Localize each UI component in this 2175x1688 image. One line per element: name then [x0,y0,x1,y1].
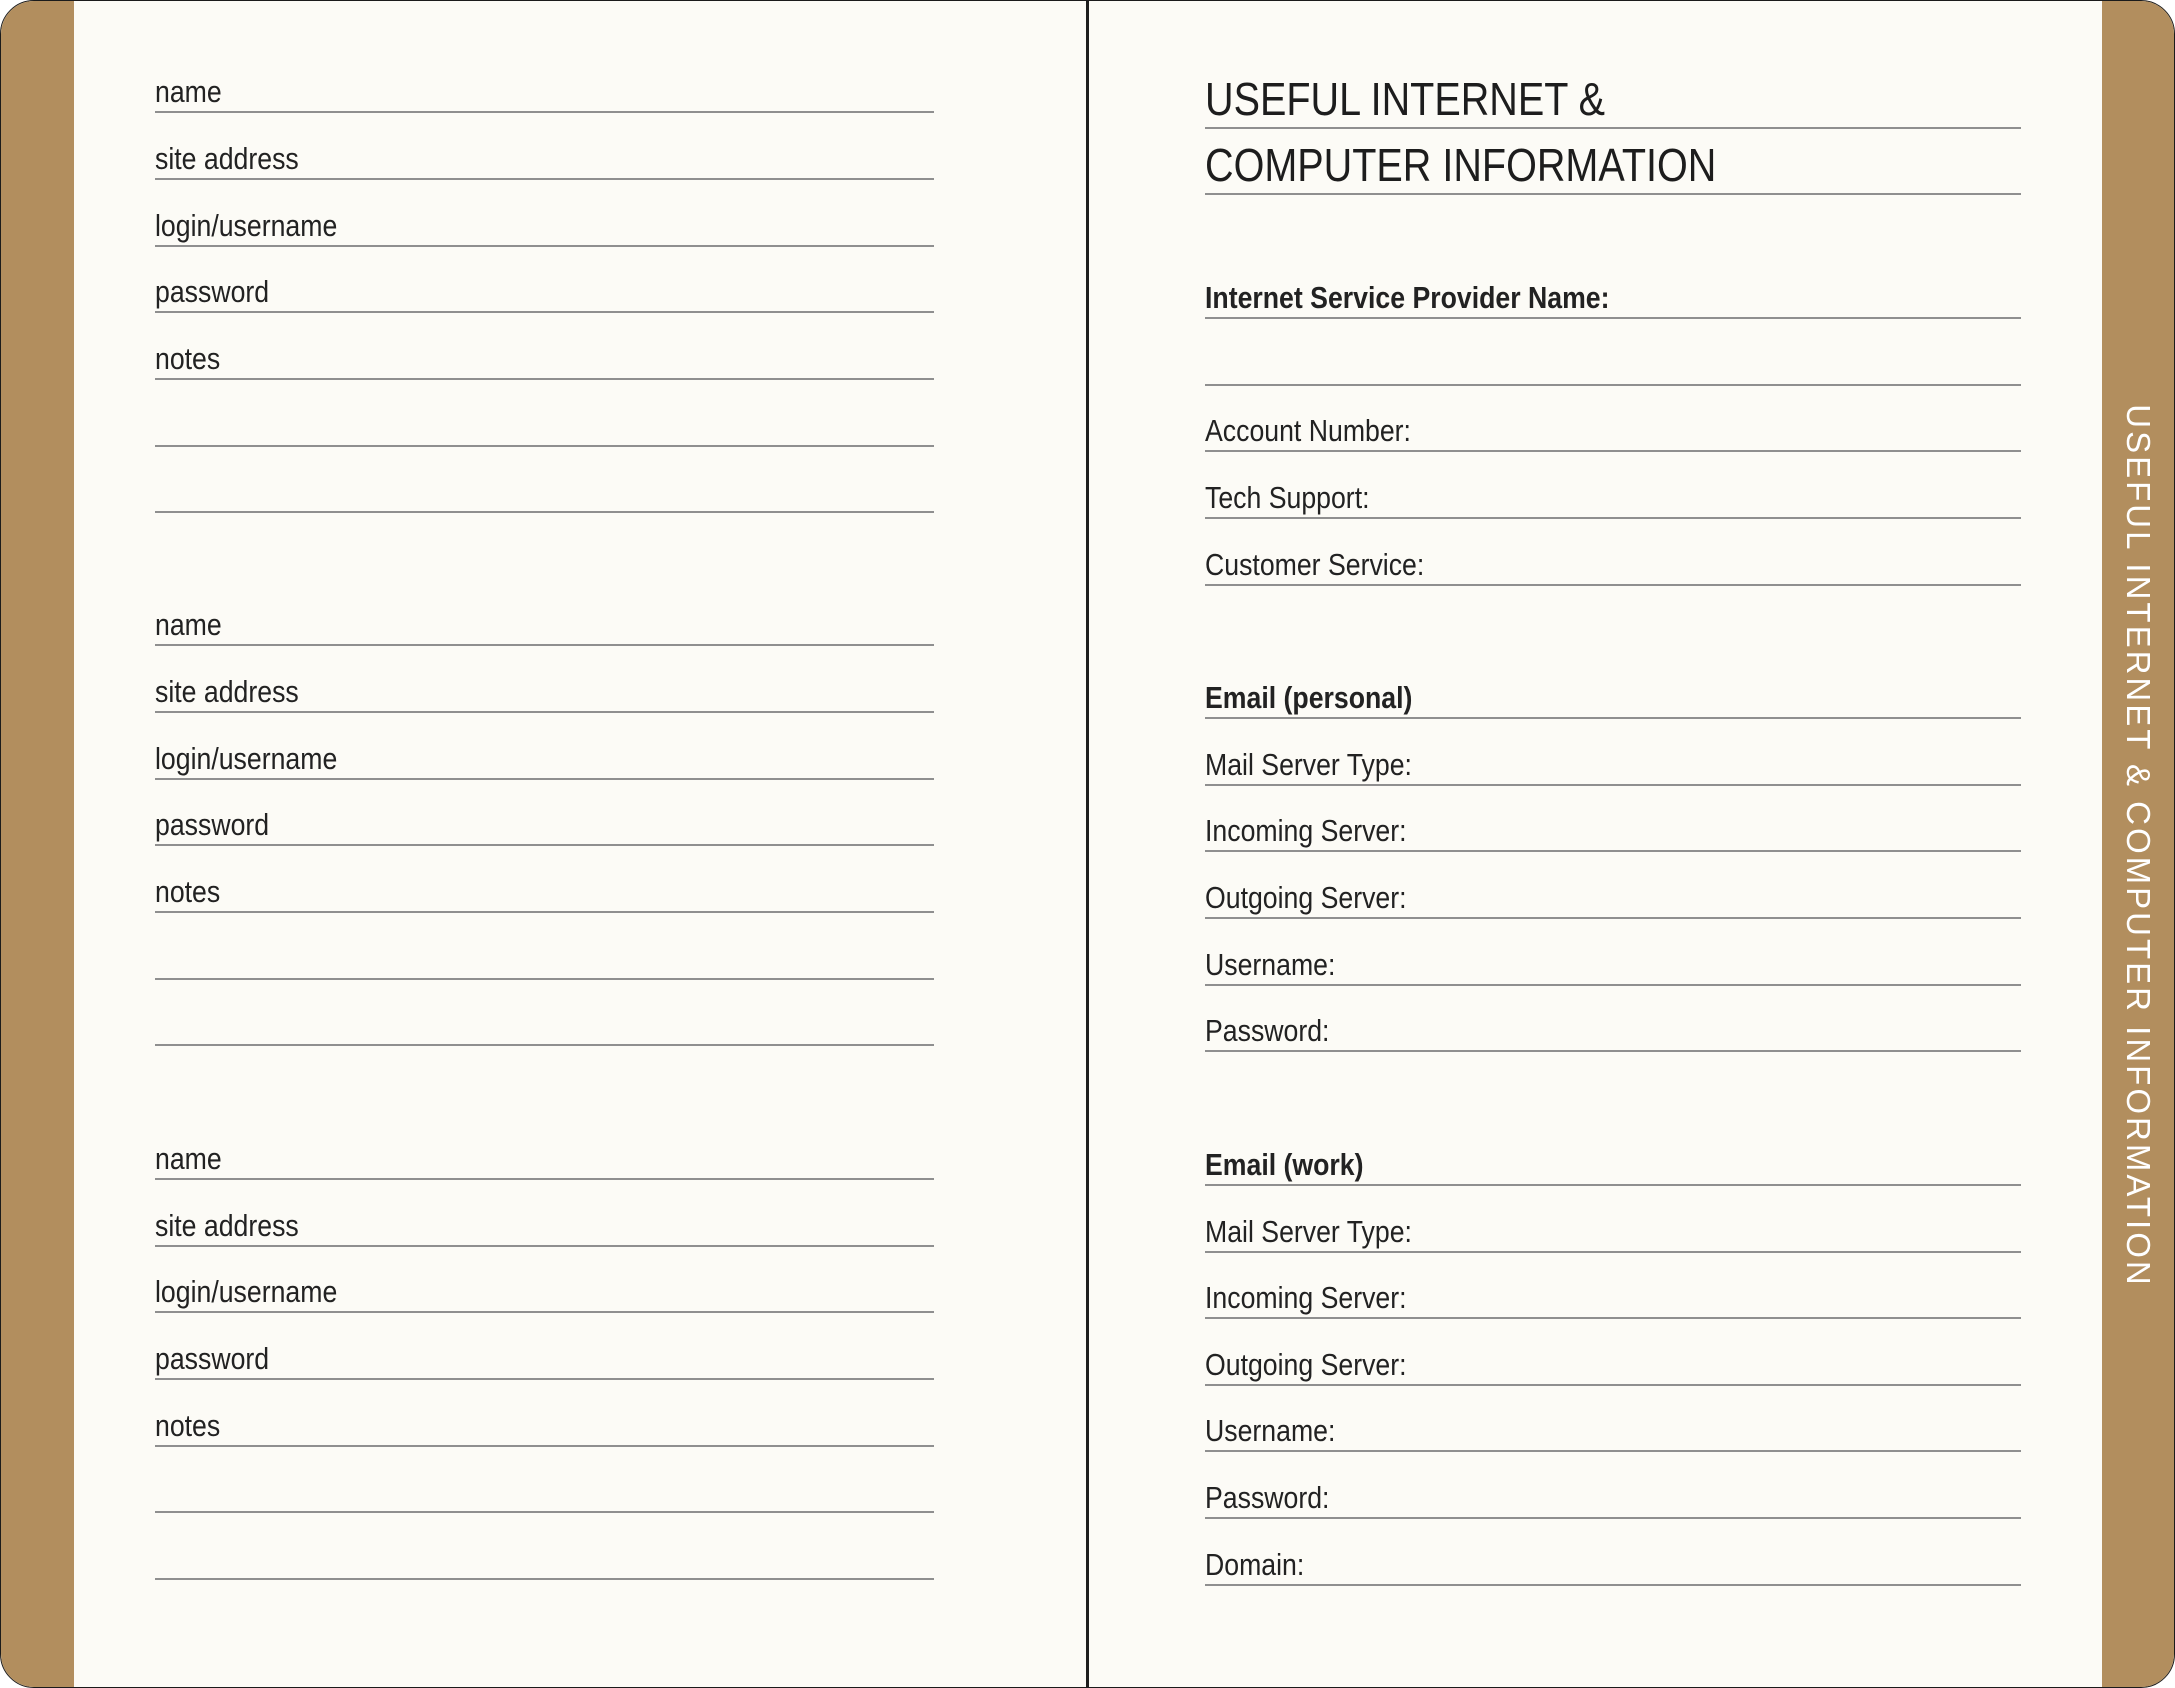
login-field[interactable] [155,1273,934,1313]
site-address-field[interactable] [155,673,934,713]
personal-incoming-server-field[interactable] [1205,812,2021,852]
password-field[interactable] [155,806,934,846]
login-field[interactable] [155,740,934,780]
outgoing-server-label: Outgoing Server: [1205,880,1407,915]
username-label: Username: [1205,947,1336,982]
notes-field[interactable] [155,1407,934,1447]
login-label: login/username [155,208,338,243]
notes-label: notes [155,874,221,909]
personal-password-field[interactable] [1205,1012,2021,1052]
site-address-field[interactable] [155,1207,934,1247]
site-address-label: site address [155,1208,299,1243]
login-field[interactable] [155,207,934,247]
mail-server-type-label: Mail Server Type: [1205,747,1412,782]
work-password-field[interactable] [1205,1479,2021,1519]
notes-blank-line[interactable] [155,1006,934,1046]
password-label: password [155,274,270,309]
personal-mail-server-type-field[interactable] [1205,746,2021,786]
account-number-label: Account Number: [1205,413,1411,448]
email-personal-heading: Email (personal) [1205,680,1413,715]
notes-blank-line[interactable] [155,1473,934,1513]
account-number-field[interactable] [1205,412,2021,452]
work-mail-server-type-field[interactable] [1205,1213,2021,1253]
login-label: login/username [155,1274,338,1309]
left-cover-edge [1,1,74,1687]
incoming-server-label: Incoming Server: [1205,813,1407,848]
name-field[interactable] [155,606,934,646]
page-title-line-1 [1205,71,2021,129]
email-work-heading: Email (work) [1205,1147,1364,1182]
username-label: Username: [1205,1413,1336,1448]
name-label: name [155,74,222,109]
name-field[interactable] [155,1140,934,1180]
notes-field[interactable] [155,340,934,380]
personal-username-field[interactable] [1205,946,2021,986]
notes-field[interactable] [155,873,934,913]
email-personal-heading-field[interactable] [1205,679,2021,719]
personal-outgoing-server-field[interactable] [1205,879,2021,919]
password-field[interactable] [155,1340,934,1380]
password-field[interactable] [155,273,934,313]
password-label: Password: [1205,1480,1330,1515]
notes-blank-line[interactable] [155,940,934,980]
email-work-heading-field[interactable] [1205,1146,2021,1186]
notes-label: notes [155,341,221,376]
name-field[interactable] [155,73,934,113]
notes-blank-line[interactable] [155,407,934,447]
site-address-field[interactable] [155,140,934,180]
login-label: login/username [155,741,338,776]
work-domain-field[interactable] [1205,1546,2021,1586]
tech-support-field[interactable] [1205,479,2021,519]
notes-label: notes [155,1408,221,1443]
customer-service-field[interactable] [1205,546,2021,586]
page-title-text-2: COMPUTER INFORMATION [1205,139,1717,191]
password-label: password [155,1341,270,1376]
password-label: password [155,807,270,842]
incoming-server-label: Incoming Server: [1205,1280,1407,1315]
page-title-line-2 [1205,137,2021,195]
isp-heading: Internet Service Provider Name: [1205,280,1610,315]
outgoing-server-label: Outgoing Server: [1205,1347,1407,1382]
name-label: name [155,607,222,642]
notes-blank-line[interactable] [155,473,934,513]
name-label: name [155,1141,222,1176]
password-label: Password: [1205,1013,1330,1048]
domain-label: Domain: [1205,1547,1305,1582]
work-incoming-server-field[interactable] [1205,1279,2021,1319]
work-username-field[interactable] [1205,1412,2021,1452]
isp-name-field[interactable] [1205,279,2021,319]
page-spine-divider [1086,1,1089,1687]
isp-blank-line[interactable] [1205,346,2021,386]
notes-blank-line[interactable] [155,1540,934,1580]
site-address-label: site address [155,674,299,709]
tech-support-label: Tech Support: [1205,480,1370,515]
work-outgoing-server-field[interactable] [1205,1346,2021,1386]
page-title-text-1: USEFUL INTERNET & [1205,73,1606,125]
section-tab-label: USEFUL INTERNET & COMPUTER INFORMATION [2120,404,2157,1288]
mail-server-type-label: Mail Server Type: [1205,1214,1412,1249]
customer-service-label: Customer Service: [1205,547,1425,582]
site-address-label: site address [155,141,299,176]
